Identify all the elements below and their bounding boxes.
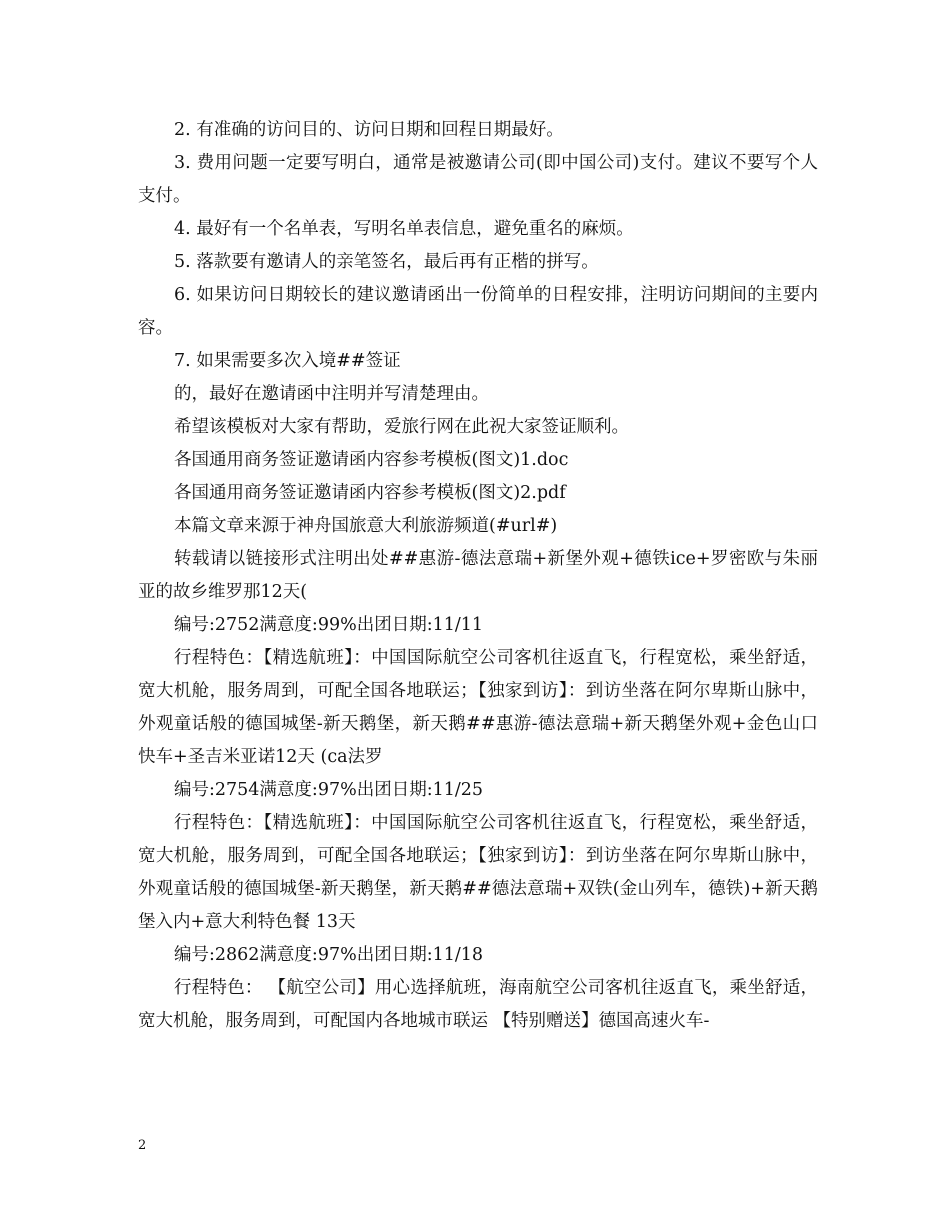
paragraph-2: 3. 费用问题一定要写明白，通常是被邀请公司(即中国公司)支付。建议不要写个人支付。: [138, 153, 818, 206]
source-note: 本篇文章来源于神舟国旅意大利旅游频道(#url#): [174, 516, 558, 536]
tour-info-2754: 编号:2754满意度:97%出团日期:11/25: [174, 780, 484, 800]
tour-feature-2754: 行程特色：【精选航班】：中国国际航空公司客机往返直飞，行程宽松，乘坐舒适，宽大机舱，服务周到，可配全国各地联运；【独家到访】：到访坐落在阿尔卑斯山脉中，外观童话般的德国城堡-新天鹅堡，新天鹅##德法意瑞+双铁(金山列车，德铁)+新天鹅堡入内+意大利特色餐 13天: [138, 813, 818, 932]
paragraph-4: 5. 落款要有邀请人的亲笔签名，最后再有正楷的拼写。: [174, 252, 599, 272]
tour-feature-2752: 行程特色：【精选航班】：中国国际航空公司客机往返直飞，行程宽松，乘坐舒适，宽大机舱，服务周到，可配全国各地联运；【独家到访】：到访坐落在阿尔卑斯山脉中，外观童话般的德国城堡-新天鹅堡，新天鹅##惠游-德法意瑞+新天鹅堡外观+金色山口快车+圣吉米亚诺12天 (ca法罗: [138, 648, 818, 767]
tour-info-2752: 编号:2752满意度:99%出团日期:11/11: [174, 615, 484, 635]
paragraph-6: 7. 如果需要多次入境##签证: [174, 351, 401, 371]
paragraph-1: 2. 有准确的访问目的、访问日期和回程日期最好。: [174, 120, 564, 140]
reprint-note: 转载请以链接形式注明出处##惠游-德法意瑞+新堡外观+德铁ice+罗密欧与朱丽亚的故乡维罗那12天(: [138, 549, 818, 602]
paragraph-7: 的，最好在邀请函中注明并写清楚理由。: [174, 384, 489, 404]
attachment-pdf[interactable]: 各国通用商务签证邀请函内容参考模板(图文)2.pdf: [174, 483, 566, 503]
paragraph-5: 6. 如果访问日期较长的建议邀请函出一份简单的日程安排，注明访问期间的主要内容。: [138, 285, 818, 338]
paragraph-8: 希望该模板对大家有帮助，爱旅行网在此祝大家签证顺利。: [174, 417, 629, 437]
paragraph-3: 4. 最好有一个名单表，写明名单表信息，避免重名的麻烦。: [174, 219, 634, 239]
tour-feature-2862: 行程特色： 【航空公司】用心选择航班，海南航空公司客机往返直飞，乘坐舒适，宽大机舱，服务周到，可配国内各地城市联运 【特别赠送】德国高速火车-: [138, 978, 818, 1031]
page-number: 2: [138, 1138, 147, 1153]
tour-info-2862: 编号:2862满意度:97%出团日期:11/18: [174, 945, 484, 965]
attachment-doc[interactable]: 各国通用商务签证邀请函内容参考模板(图文)1.doc: [174, 450, 569, 470]
body-text: [138, 114, 818, 1038]
